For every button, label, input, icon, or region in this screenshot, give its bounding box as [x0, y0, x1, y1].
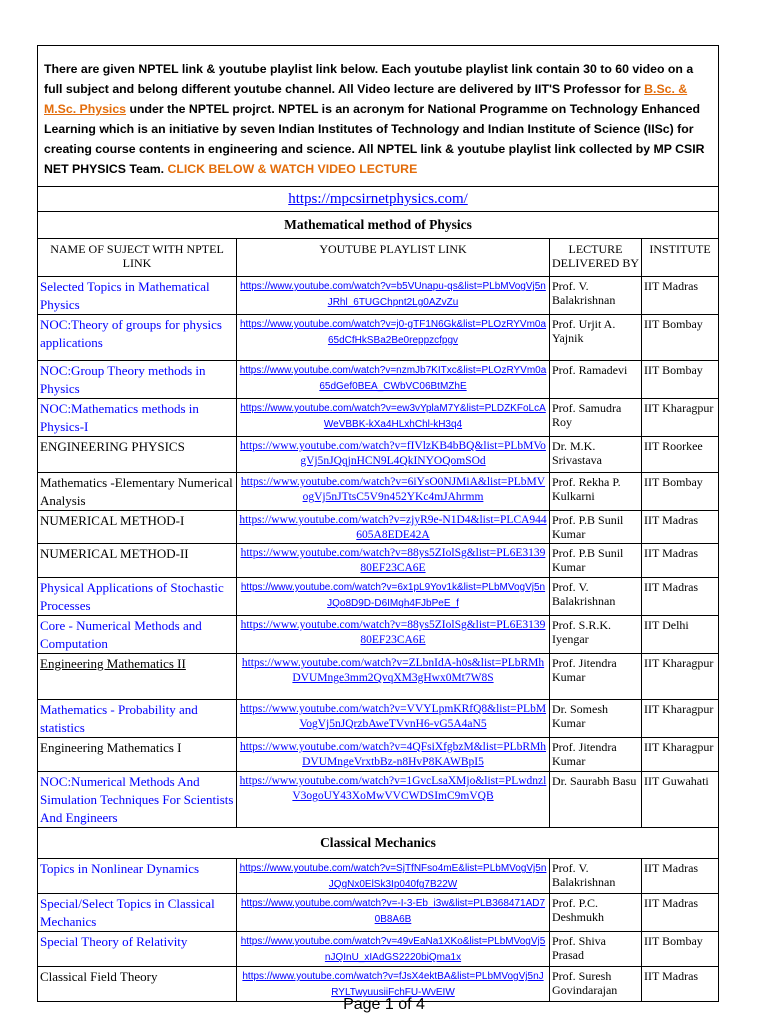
institute-cell: IIT Madras: [642, 511, 719, 544]
table-row: [38, 277, 719, 315]
playlist-link[interactable]: https://www.youtube.com/watch?v=88ys5ZIolSg&list=PL6E313980EF23CA6E: [237, 544, 550, 578]
subject-cell[interactable]: NOC:Group Theory methods in Physics: [38, 361, 237, 399]
playlist-link[interactable]: https://www.youtube.com/watch?v=VVYLpmKRfQ8&list=PLbMVogVj5nJQrzbAweTVvnH6-vG5A4aN5: [237, 700, 550, 738]
subject-cell[interactable]: Special Theory of Relativity: [38, 932, 237, 967]
playlist-link[interactable]: https://www.youtube.com/watch?v=fJsX4ektBA&list=PLbMVogVj5nJRYLTwyuusiiFchFU-WvEIW: [237, 967, 550, 1002]
playlist-link[interactable]: https://www.youtube.com/watch?v=SjTfNFso4mE&list=PLbMVogVj5nJQgNx0ElSk3Ip040fg7B22W: [237, 859, 550, 894]
lecturer-cell: Dr. M.K. Srivastava: [550, 437, 642, 473]
table-row: [38, 544, 719, 578]
subject-cell: Engineering Mathematics I: [38, 738, 237, 772]
section-title: Mathematical method of Physics: [38, 212, 719, 239]
lecturer-cell: Prof. Jitendra Kumar: [550, 738, 642, 772]
subject-cell[interactable]: Selected Topics in Mathematical Physics: [38, 277, 237, 315]
subject-cell[interactable]: Special/Select Topics in Classical Mechanics: [38, 894, 237, 932]
lecturer-cell: Dr. Saurabh Basu: [550, 772, 642, 828]
playlist-link[interactable]: https://www.youtube.com/watch?v=6iYsO0NJMiA&list=PLbMVogVj5nJTtsC5V9n452YKc4mJAhrmm: [237, 473, 550, 511]
section-row-math: [38, 212, 719, 239]
institute-cell: IIT Roorkee: [642, 437, 719, 473]
subject-cell: Classical Field Theory: [38, 967, 237, 1002]
lecturer-cell: Prof. V. Balakrishnan: [550, 578, 642, 616]
table-row: [38, 511, 719, 544]
playlist-link[interactable]: https://www.youtube.com/watch?v=6x1pL9Yov1k&list=PLbMVogVj5nJQo8D9D-D6IMqh4FJbPeE_f: [237, 578, 550, 616]
playlist-link[interactable]: https://www.youtube.com/watch?v=zjyR9e-N1D4&list=PLCA944605A8EDE42A: [237, 511, 550, 544]
lecturer-cell: Prof. Jitendra Kumar: [550, 654, 642, 700]
lecturer-cell: Prof. P.B Sunil Kumar: [550, 511, 642, 544]
lecture-table: [37, 45, 719, 1002]
institute-cell: IIT Bombay: [642, 473, 719, 511]
institute-cell: IIT Kharagpur: [642, 700, 719, 738]
header-link: YOUTUBE PLAYLIST LINK: [237, 239, 550, 277]
playlist-link[interactable]: https://www.youtube.com/watch?v=ew3vYplaM7Y&list=PLDZKFoLcAWeVBBK-kXa4HLxhChl-kH3q4: [237, 399, 550, 437]
institute-cell: IIT Guwahati: [642, 772, 719, 828]
table-row: [38, 399, 719, 437]
subject-cell: Engineering Mathematics II: [38, 654, 237, 700]
institute-cell: IIT Madras: [642, 859, 719, 894]
subject-cell[interactable]: Mathematics - Probability and statistics: [38, 700, 237, 738]
table-row: [38, 894, 719, 932]
table-row: [38, 473, 719, 511]
playlist-link[interactable]: https://www.youtube.com/watch?v=ZLbnIdA-h0s&list=PLbRMhDVUMnge3mm2QvqXM3gHwx0Mt7W8S: [237, 654, 550, 700]
subject-cell[interactable]: Core - Numerical Methods and Computation: [38, 616, 237, 654]
lecturer-cell: Prof. Suresh Govindarajan: [550, 967, 642, 1002]
intro-text-2: under the NPTEL projrct. NPTEL is an acronym for National Programme on Technology Enhanced Learning which is an initiative by seven Indian Institutes of Technology and Indian Institute of Science (IISc) for creating course contents in engineering and science. All NPTEL link & youtube playlist link collected by MP CSIR NET PHYSICS Team.: [44, 102, 705, 176]
subject-cell[interactable]: Topics in Nonlinear Dynamics: [38, 859, 237, 894]
lecturer-cell: Prof. Rekha P. Kulkarni: [550, 473, 642, 511]
table-row: [38, 315, 719, 361]
playlist-link[interactable]: https://www.youtube.com/watch?v=88ys5ZIolSg&list=PL6E313980EF23CA6E: [237, 616, 550, 654]
institute-cell: IIT Bombay: [642, 315, 719, 361]
playlist-link[interactable]: https://www.youtube.com/watch?v=4QFsiXfgbzM&list=PLbRMhDVUMngeVrxtbBz-n8HvP8KAWBpI5: [237, 738, 550, 772]
institute-cell: IIT Kharagpur: [642, 738, 719, 772]
lecturer-cell: Prof. S.R.K. Iyengar: [550, 616, 642, 654]
header-subject: NAME OF SUJECT WITH NPTEL LINK: [38, 239, 237, 277]
table-row: [38, 654, 719, 700]
table-row: [38, 361, 719, 399]
institute-cell: IIT Madras: [642, 967, 719, 1002]
institute-cell: IIT Madras: [642, 277, 719, 315]
header-row: [38, 239, 719, 277]
cta-text: CLICK BELOW & WATCH VIDEO LECTURE: [167, 162, 418, 176]
institute-cell: IIT Madras: [642, 894, 719, 932]
mech-rows: [38, 859, 719, 1002]
section-title: Classical Mechanics: [38, 828, 719, 859]
lecturer-cell: Prof. Ramadevi: [550, 361, 642, 399]
site-cell: [38, 187, 719, 212]
playlist-link[interactable]: https://www.youtube.com/watch?v=49vEaNa1XKo&list=PLbMVogVj5nJQInU_xIAdGS2220biQma1x: [237, 932, 550, 967]
playlist-link[interactable]: https://www.youtube.com/watch?v=-I-3-Eb_i3w&list=PLB368471AD70B8A6B: [237, 894, 550, 932]
institute-cell: IIT Kharagpur: [642, 654, 719, 700]
subject-cell: ENGINEERING PHYSICS: [38, 437, 237, 473]
playlist-link[interactable]: https://www.youtube.com/watch?v=nzmJb7KITxc&list=PLOzRYVm0a65dGef0BEA_CWbVC06BtMZhE: [237, 361, 550, 399]
subject-cell: Mathematics -Elementary Numerical Analysis: [38, 473, 237, 511]
table-row: [38, 772, 719, 828]
lecturer-cell: Prof. P.B Sunil Kumar: [550, 544, 642, 578]
playlist-link[interactable]: https://www.youtube.com/watch?v=j0-gTF1N6Gk&list=PLOzRYVm0a65dCfHkSBa2Be0reppzcfpgv: [237, 315, 550, 361]
playlist-link[interactable]: https://www.youtube.com/watch?v=1GvcLsaXMjo&list=PLwdnzlV3ogoUY43XoMwVVCWDSImC9mVQB: [237, 772, 550, 828]
subject-cell[interactable]: Physical Applications of Stochastic Processes: [38, 578, 237, 616]
header-institute: INSTITUTE: [642, 239, 719, 277]
institute-cell: IIT Delhi: [642, 616, 719, 654]
subject-cell[interactable]: NOC:Theory of groups for physics applications: [38, 315, 237, 361]
table-row: [38, 932, 719, 967]
section-row-mech: [38, 828, 719, 859]
subject-cell[interactable]: NOC:Numerical Methods And Simulation Techniques For Scientists And Engineers: [38, 772, 237, 828]
intro-text-1: There are given NPTEL link & youtube playlist link below. Each youtube playlist link contain 30 to 60 video on a full subject and belong different youtube channel. All Video lecture are delivered by IIT'S Professor for: [44, 62, 694, 96]
document-page: [37, 45, 718, 1002]
intro-row: [38, 46, 719, 187]
site-row: [38, 187, 719, 212]
institute-cell: IIT Madras: [642, 578, 719, 616]
header-lecture: LECTURE DELIVERED BY: [550, 239, 642, 277]
subject-cell[interactable]: NOC:Mathematics methods in Physics-I: [38, 399, 237, 437]
lecturer-cell: Prof. Urjit A. Yajnik: [550, 315, 642, 361]
table-row: [38, 437, 719, 473]
lecturer-cell: Prof. V. Balakrishnan: [550, 277, 642, 315]
lecturer-cell: Prof. V. Balakrishnan: [550, 859, 642, 894]
table-row: [38, 616, 719, 654]
lecturer-cell: Prof. Shiva Prasad: [550, 932, 642, 967]
intro-paragraph: [38, 46, 719, 187]
playlist-link[interactable]: https://www.youtube.com/watch?v=b5VUnapu-qs&list=PLbMVogVj5nJRhl_6TUGChpnt2Lg0AZvZu: [237, 277, 550, 315]
course-link[interactable]: B.Sc. & M.Sc. Physics: [44, 82, 688, 116]
table-row: [38, 700, 719, 738]
table-row: [38, 578, 719, 616]
page-footer: Page 1 of 4: [343, 996, 425, 1013]
subject-cell: NUMERICAL METHOD-I: [38, 511, 237, 544]
table-row: [38, 859, 719, 894]
subject-cell: NUMERICAL METHOD-II: [38, 544, 237, 578]
institute-cell: IIT Madras: [642, 544, 719, 578]
site-link[interactable]: https://mpcsirnetphysics.com/: [288, 191, 468, 207]
institute-cell: IIT Bombay: [642, 932, 719, 967]
lecturer-cell: Prof. P.C. Deshmukh: [550, 894, 642, 932]
lecturer-cell: Prof. Samudra Roy: [550, 399, 642, 437]
institute-cell: IIT Kharagpur: [642, 399, 719, 437]
playlist-link[interactable]: https://www.youtube.com/watch?v=fIVlzKB4bBQ&list=PLbMVogVj5nJQqjnHCN9L4QkINYOQomSOd: [237, 437, 550, 473]
math-rows: [38, 277, 719, 828]
table-row: [38, 738, 719, 772]
institute-cell: IIT Bombay: [642, 361, 719, 399]
lecturer-cell: Dr. Somesh Kumar: [550, 700, 642, 738]
